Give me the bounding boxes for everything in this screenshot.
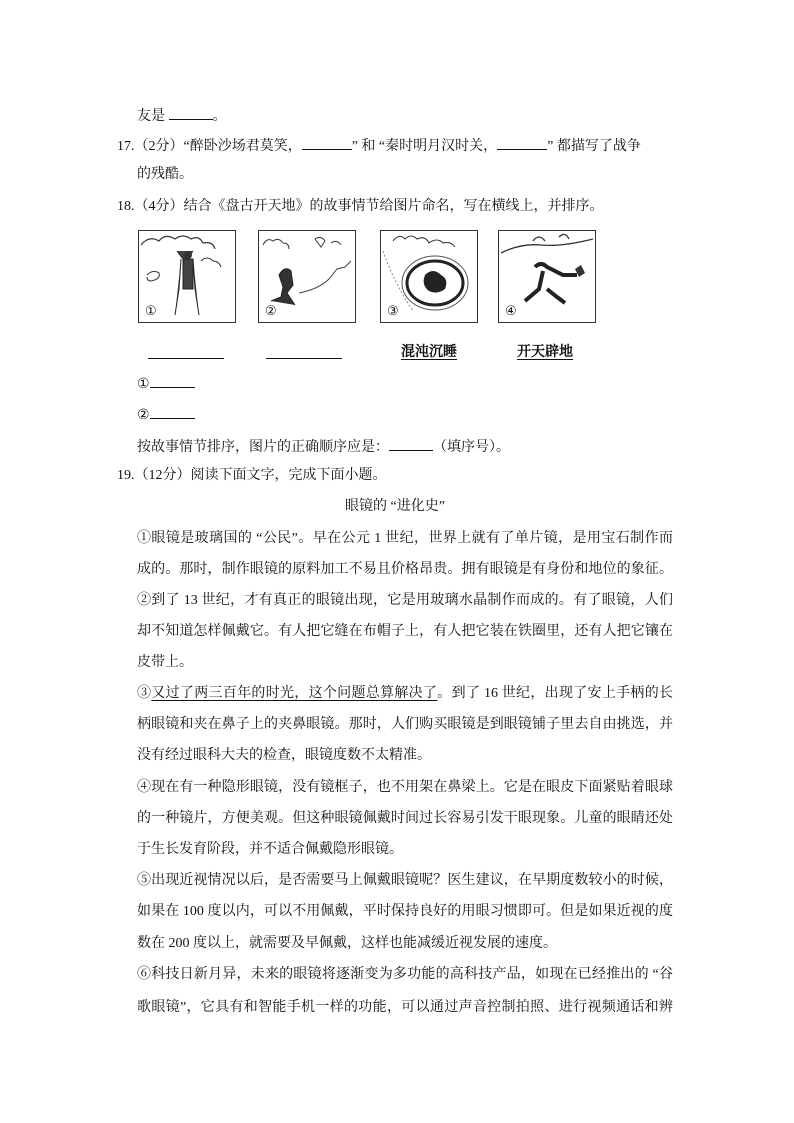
text-segment: 的残酷。 — [137, 167, 193, 182]
text-segment: 19.（12分）阅读下面文字，完成下面小题。 — [117, 468, 387, 483]
text-segment: 柄眼镜和夹在鼻子上的夹鼻眼镜。那时，人们购买眼镜是到眼镜铺子里去自由挑选，并 — [137, 717, 673, 732]
answer-blank[interactable] — [497, 135, 547, 150]
text-line — [137, 715, 673, 735]
answer-blank[interactable] — [389, 436, 433, 451]
text-segment: 友是 — [137, 109, 169, 124]
text-segment: 却不知道怎样佩戴它。有人把它缝在布帽子上，有人把它装在铁圈里，还有人把它镶在 — [137, 624, 673, 639]
text-line — [137, 653, 673, 673]
svg-text:③: ③ — [387, 303, 399, 318]
text-line — [137, 436, 673, 456]
text-segment: ” 和 “秦时明月汉时关， — [351, 139, 498, 154]
text-segment: ③ — [137, 686, 152, 701]
text-segment: 于生长发育阶段，并不适合佩戴隐形眼镜。 — [137, 842, 403, 857]
text-line — [137, 778, 673, 798]
text-segment: 按故事情节排序，图片的正确顺序应是： — [137, 440, 389, 455]
text-line — [117, 135, 673, 155]
answer-blank-picture-1[interactable] — [148, 358, 224, 359]
svg-text:②: ② — [265, 303, 277, 318]
answer-blank-picture-2[interactable] — [266, 358, 342, 359]
picture-4 — [498, 230, 596, 323]
text-segment: ②到了 13 世纪，才有真正的眼镜出现，它是用玻璃水晶制作而成的。有了眼镜，人们 — [137, 593, 673, 608]
text-segment: （填序号）。 — [433, 440, 510, 455]
svg-text:①: ① — [145, 303, 157, 318]
caption-picture-4: 开天辟地 — [517, 345, 573, 360]
text-segment: 。 — [212, 109, 227, 124]
caption-picture-3: 混沌沉睡 — [401, 345, 457, 360]
text-line — [117, 466, 673, 486]
picture-3 — [380, 230, 478, 323]
text-segment: ①眼镜是玻璃国的 “公民”。早在公元 1 世纪，世界上就有了单片镜，是用宝石制作而 — [137, 531, 673, 546]
text-line — [137, 373, 673, 393]
text-segment: ④现在有一种隐形眼镜，没有镜框子，也不用架在鼻梁上。它是在眼皮下面紧贴着眼球 — [137, 780, 673, 795]
text-segment: 18.（4分）结合《盘古开天地》的故事情节给图片命名，写在横线上，并排序。 — [117, 199, 604, 214]
text-line — [137, 404, 673, 424]
answer-blank[interactable] — [302, 135, 352, 150]
text-segment: 。到了 16 世纪，出现了安上手柄的长 — [437, 686, 673, 701]
text-line — [137, 934, 673, 954]
text-segment: ⑤出现近视情况以后，是否需要马上佩戴眼镜呢？医生建议，在早期度数较小的时候， — [137, 873, 673, 888]
text-line — [137, 105, 673, 125]
text-segment: 歌眼镜”，它具有和智能手机一样的功能，可以通过声音控制拍照、进行视频通话和辨 — [137, 1000, 673, 1015]
text-segment: 如果在 100 度以内，可以不用佩戴，平时保持良好的用眼习惯即可。但是如果近视的度 — [137, 904, 673, 919]
text-line — [137, 622, 673, 642]
text-line — [117, 497, 673, 517]
picture-1 — [138, 230, 236, 323]
text-segment: 皮带上。 — [137, 655, 193, 670]
text-line — [137, 591, 673, 611]
text-line — [137, 809, 673, 829]
text-line — [137, 965, 673, 985]
giant-holding-sky-illustration — [139, 231, 235, 322]
text-line — [137, 840, 673, 860]
answer-blank[interactable] — [150, 404, 195, 419]
answer-blank[interactable] — [150, 373, 195, 388]
text-segment: 的一种镜片，方便美观。但这种眼镜佩戴时间过长容易引发干眼现象。儿童的眼睛还处 — [137, 811, 673, 826]
text-line — [137, 165, 673, 185]
giant-with-axe-illustration — [499, 231, 595, 322]
text-line — [137, 684, 673, 704]
text-line — [117, 197, 673, 217]
svg-text:④: ④ — [505, 303, 517, 318]
text-segment: ② — [137, 408, 150, 423]
text-line — [137, 560, 673, 580]
underlined-sentence: 又过了两三百年的时光，这个问题总算解决了 — [151, 686, 438, 701]
text-segment: 眼镜的 “进化史” — [345, 499, 445, 514]
text-line — [137, 746, 673, 766]
answer-blank[interactable] — [169, 105, 213, 120]
text-segment: 成的。那时，制作眼镜的原料加工不易且价格昂贵。拥有眼镜是有身份和地位的象征。 — [137, 562, 673, 577]
text-segment: ⑥科技日新月异，未来的眼镜将逐渐变为多功能的高科技产品，如现在已经推出的 “谷 — [137, 967, 673, 982]
picture-2 — [258, 230, 356, 323]
text-line — [137, 871, 673, 891]
text-segment: 17.（2分）“醉卧沙场君莫笑， — [117, 139, 302, 154]
text-segment: ① — [137, 377, 150, 392]
text-line — [137, 529, 673, 549]
text-line — [137, 902, 673, 922]
text-line — [137, 998, 673, 1018]
text-segment: 数在 200 度以上，就需要及早佩戴，这样也能减缓近视发展的速度。 — [137, 936, 557, 951]
text-segment: ” 都描写了战争 — [547, 139, 641, 154]
giant-kneeling-illustration — [259, 231, 355, 322]
giant-in-egg-illustration — [381, 231, 477, 322]
text-segment: 没有经过眼科大夫的检查，眼镜度数不太精准。 — [137, 748, 431, 763]
